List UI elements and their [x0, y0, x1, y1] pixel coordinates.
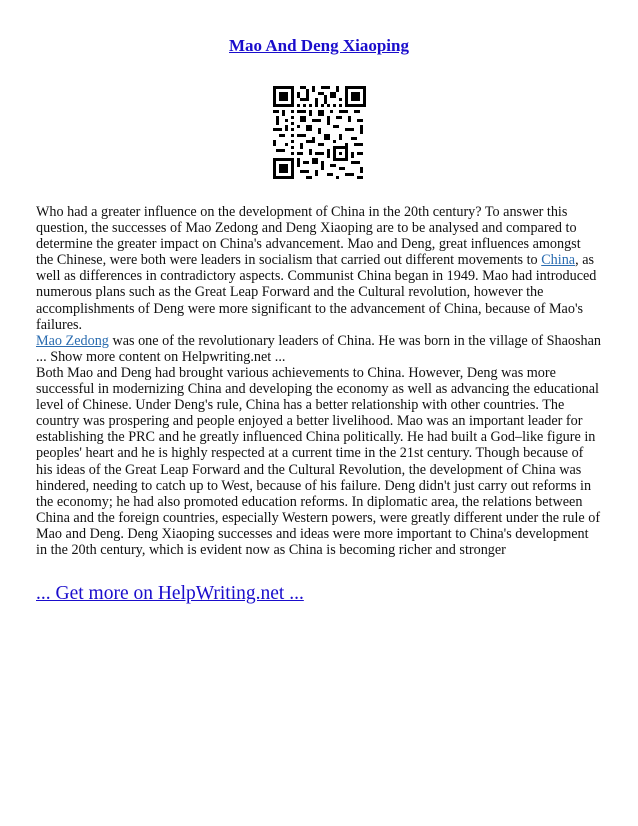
qr-code-icon [273, 86, 366, 179]
paragraph-2-text: was one of the revolutionary leaders of China. He was born in the village of Shaoshan ... Show more content on Helpwriting.net ... [36, 332, 602, 365]
paragraph-3: Both Mao and Deng had brought various achievements to China. However, Deng was more successful in modernizing China and developing the economy as well as advancing the educational level of Chinese. Under Deng's rule, China has a better relationship with other countries. The country was prospering and people enjoyed a better livelihood. Mao was an important leader for establishing the PRC and he greatly influenced China politically. He had built a God–like figure in peoples' heart and he is highly respected at a current time in the 21st century. Though because of his ideas of the Great Leap Forward and the Cultural Revolution, the development of China was hindered, needing to catch up to West, because of his failure. Deng didn't just carry out reforms in the economy; he had also promoted education reforms. In diplomatic area, the relations between China and the foreign countries, especially Western powers, were greatly different under the rule of Mao and Deng. Deng Xiaoping successes and ideas were more important to China's development in the 20th century, which is evident now as China is becoming richer and stronger [36, 364, 601, 558]
paragraph-2 [36, 333, 601, 365]
paragraph-1 [36, 204, 601, 333]
article-body [36, 204, 601, 558]
mao-zedong-link[interactable]: Mao Zedong [36, 332, 109, 349]
paragraph-1-text-after: , as well as differences in contradictory aspects. Communist China began in 1949. Mao had introduced numerous plans such as the Great Leap Forward and the Cultural revolution, however the accomplishments of Deng were more significant to the advancement of China, because of Mao's failures. [36, 252, 597, 333]
paragraph-1-text: Who had a greater influence on the development of China in the 20th century? To answer this question, the successes of Mao Zedong and Deng Xiaoping are to be analysed and compared to determine the greater impact on China's advancement. Mao and Deng, great influences amongst the Chinese, were both were leaders in socialism that carried out different movements to [36, 204, 581, 269]
china-link[interactable]: China [541, 252, 576, 269]
get-more-link[interactable]: ... Get more on HelpWriting.net ... [36, 583, 304, 604]
page-title-link[interactable]: Mao And Deng Xiaoping [229, 36, 409, 55]
